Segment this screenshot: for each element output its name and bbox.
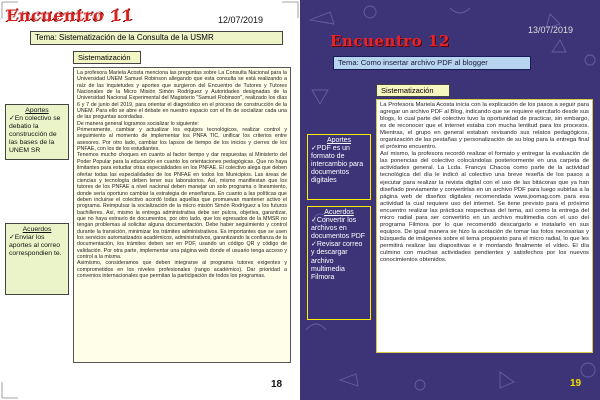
body-paragraph: Primeramente, cambiar y actualizar los equipos tecnológicos, realizar control y seguimiento al momento de implementar los PNFA TIC, unificar los criterios entre asesores. Por otro lado, cambiar los lapsos de tiempo de los inicios y cierres de los PNFAE, con los de los estudiantes. <box>77 127 287 153</box>
acuerdos-heading: Acuerdos <box>22 226 52 233</box>
body-paragraph: Tenemos mucho choques en cuanto al factor tiempo y dar respuestas al Ministerio del Poder Popular para la educación en cuanto los orientaciones pedagógicas. Que no haya limitantes para estudiar otras especialidades en los PNFAE. El colectivo alega que deben ofertar todas las especialidades de los PNFAE en todos los Municipios. Las áreas de ciencias y tecnología deben tener sus laboratorios. Así, mismo manifiestan que los tutores de los PNFAE a nivel nacional deben manejar un solo programa o lineamiento, donde sería oportuno cambiar la estrategia de enseñanza. En cuanto a las políticas que deben incluirse el colectivo acordó todas aquellas que promuevan mantener activo el programa. Reimpulsar la socialización de la micro misión Simón Rodríguez a los futuros bachilleres. Así, mismo la entrega administrativa debe ser pulcra, objetiva, garantizar, que no haya extravío de documentos, por otro lado, que los egresados de la MMSR no tengan problemas al solicitar alguna documentación. Debe haber seguimiento y control durante la transición, minimizar los trámites administrativos. Es importantes que se usen los servicios automatizados académicos, administrativos, garantizando la confianza de la documentación, los trámites deben ser en PDF, usando un código QR y código de validación. Por otra parte, implementar una página web donde el usuario tenga acceso y control a la misma. <box>77 152 287 260</box>
section-label: Sistematización <box>376 84 450 97</box>
aportes-text: ✓PDF es un formato de intercambio para documentos digitales <box>311 145 364 185</box>
body-paragraph: Asimismo, consideramos que deben integrarse al programa tutores exigentes y comprometidos en los niveles profesionales (rango académico). Dar prioridad a convenios internacionales que permitan la participación de todos los programas. <box>77 260 287 279</box>
encounter-title: Encuentro 12 <box>330 32 450 50</box>
systematization-body <box>73 67 291 363</box>
aportes-box <box>307 134 371 200</box>
acuerdos-text: ✓Convertir los archivos en documentos PDF ✓Revisar correo y descargar archivo multimedia Filmora <box>311 217 366 281</box>
acuerdos-box <box>5 223 69 295</box>
encounter-date: 12/07/2019 <box>218 15 264 25</box>
systematization-body <box>376 99 593 353</box>
body-paragraph: De manera general logramos socializar lo siguiente: <box>77 120 199 127</box>
aportes-heading: Aportes <box>326 137 352 144</box>
section-label: Sistematización <box>73 51 141 64</box>
acuerdos-heading: Acuerdos <box>324 209 354 216</box>
topic-bar: Tema: Como insertar archivo PDF al blogger <box>333 56 531 70</box>
page-number: 19 <box>570 378 582 389</box>
body-paragraph: La Profesora Mariela Acosta inicia con la explicación de los pasos a seguir para agregar un archivo PDF al Blog, indicando que se requiere ejercitarlo desde sus blogs, lo cual parte del colectivo tuvo la oportunidad de practicar, sin embargo, es de reconocer que el internet estaba con mucha lentitud para los procesos. Mientras, el grupo en general estaban revisando sus relatos pedagógicos, organización de las pestañas y personalización de su blog para la entrega final el próximo encuentro. <box>380 102 589 151</box>
acuerdos-box <box>307 206 371 320</box>
acuerdos-text: ✓Enviar los aportes al correo correspondien te. <box>9 234 62 257</box>
encounter-title: Encuentro 11 <box>6 6 134 25</box>
aportes-text: ✓En colectivo se debatio la construcción de las bases de la UNEM SR <box>9 115 61 154</box>
aportes-box <box>5 104 69 160</box>
topic-bar: Tema: Sistematización de la Consulta de la USMR <box>30 31 283 45</box>
encounter-date: 13/07/2019 <box>528 25 574 35</box>
page-number: 18 <box>271 379 283 390</box>
body-paragraph: Así mismo, la profesora recordó realizar el formato y entregar la evaluación de las ponencias del colectivo colocándolas posteriormente en una carpeta de actividades general. La Lcda. Francys Chacoa como parte de la actividad tecnológica del día le indicó al colectivo una breve reseña de los pasos a ejecutar para realizar la revista digital con el uso de las bitácoras que ya han diseñado previamente y convertirlas en un archivo PDF para luego subirlas a la página web de diseños digitales recomendada www.joomag.com para esa actividad la cual requiere uso del internet. Se tiene previsto para el próximo encuentro realizar las prácticas respectivas del tema, así como la entrega del micro radial para ser convertirlo en un archivo multimedia con el uso del programa Filmora por lo que recomendó descargarlo e instalarlo en sus equipos. De igual manera se hizo la acotación de tomar las fotos necesarias y búsqueda de imágenes sobre el tema propuesto para el micro radial, lo que les permitirá realizar las diapositivas e ir montando finalmente el vídeo. El día culmino con muchas actividades pendientes y satisfechos por los nuevos conocimientos obtenidos. <box>380 151 589 264</box>
body-paragraph: La profesora Mariela Acosta menciona las preguntas sobre La Consulta Nacional para la Universidad UNEM Samuel Robinson allegando que esta consulta se está realizando a raíz de las inquietudes y aportes que surgieron del Encuentro de Tutores y Tutores Nacionales de la Micro Misión Simón Rodríguez y Autoridades designadas de la Universidad Nacional Experimental del Magisterio "Samuel Robinson", realizado los días 6 y 7 de junio del 2019, para orientar el diagnóstico en el proceso de construcción de la UNEM. Para ello se abre el debate en nuestro espacio con el fin de socializar cada una de las preguntas acordadas. <box>77 70 287 121</box>
aportes-heading: Aportes <box>25 107 49 114</box>
